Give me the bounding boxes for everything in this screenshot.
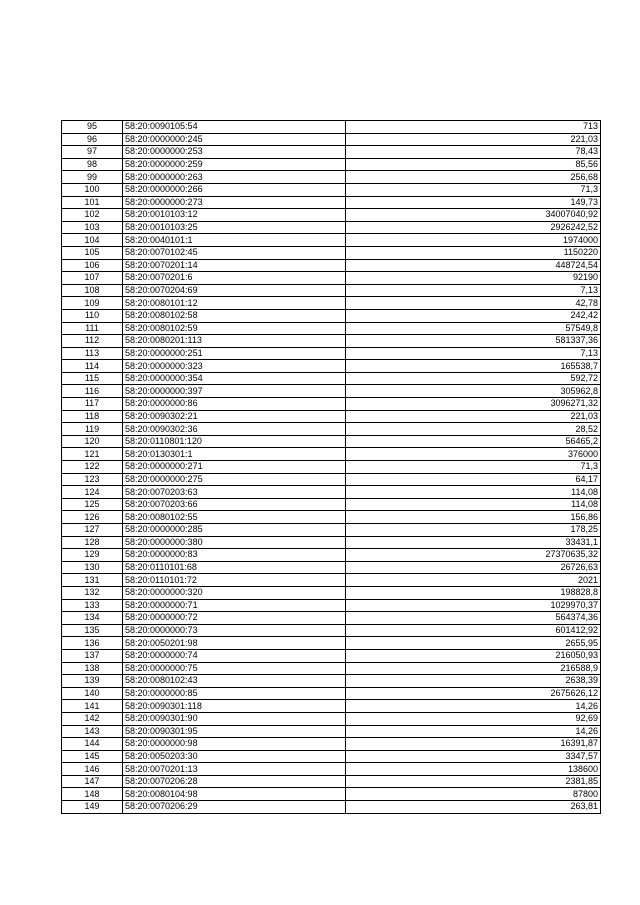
row-value: 242,42 <box>346 309 601 322</box>
cadastral-number: 58:20:0000000:266 <box>123 183 346 196</box>
cadastral-number: 58:20:0070206:28 <box>123 775 346 788</box>
row-number: 129 <box>62 549 123 562</box>
row-number: 126 <box>62 511 123 524</box>
row-value: 1029970,37 <box>346 599 601 612</box>
row-number: 114 <box>62 360 123 373</box>
cadastral-number: 58:20:0000000:73 <box>123 624 346 637</box>
cadastral-number: 58:20:0000000:72 <box>123 612 346 625</box>
cadastral-number: 58:20:0090105:54 <box>123 121 346 134</box>
table-row <box>62 398 601 411</box>
cadastral-number: 58:20:0000000:380 <box>123 536 346 549</box>
cadastral-number: 58:20:0070201:13 <box>123 763 346 776</box>
cadastral-number: 58:20:0080102:59 <box>123 322 346 335</box>
row-number: 104 <box>62 234 123 247</box>
row-number: 100 <box>62 183 123 196</box>
cadastral-number: 58:20:0080201:113 <box>123 335 346 348</box>
row-number: 119 <box>62 423 123 436</box>
row-value: 114,08 <box>346 498 601 511</box>
table-row <box>62 435 601 448</box>
row-number: 112 <box>62 335 123 348</box>
row-value: 71,3 <box>346 461 601 474</box>
table-row <box>62 385 601 398</box>
cadastral-number: 58:20:0000000:245 <box>123 133 346 146</box>
row-value: 263,81 <box>346 801 601 814</box>
row-value: 1150220 <box>346 246 601 259</box>
table-row <box>62 498 601 511</box>
row-value: 581337,36 <box>346 335 601 348</box>
cadastral-number: 58:20:0110801:120 <box>123 435 346 448</box>
row-value: 149,73 <box>346 196 601 209</box>
cadastral-number: 58:20:0070201:6 <box>123 272 346 285</box>
table-row <box>62 146 601 159</box>
row-number: 142 <box>62 712 123 725</box>
cadastral-number: 58:20:0080102:58 <box>123 309 346 322</box>
row-number: 97 <box>62 146 123 159</box>
data-table <box>61 120 601 814</box>
table-body <box>62 121 601 814</box>
row-value: 256,68 <box>346 171 601 184</box>
row-number: 105 <box>62 246 123 259</box>
row-value: 14,26 <box>346 725 601 738</box>
row-value: 14,26 <box>346 700 601 713</box>
cadastral-number: 58:20:0070204:69 <box>123 284 346 297</box>
cadastral-number: 58:20:0000000:98 <box>123 738 346 751</box>
row-number: 146 <box>62 763 123 776</box>
row-value: 2655,95 <box>346 637 601 650</box>
table-row <box>62 524 601 537</box>
table-row <box>62 297 601 310</box>
cadastral-number: 58:20:0000000:354 <box>123 372 346 385</box>
row-value: 87800 <box>346 788 601 801</box>
row-value: 376000 <box>346 448 601 461</box>
row-value: 27370635,32 <box>346 549 601 562</box>
table-row <box>62 712 601 725</box>
row-value: 42,78 <box>346 297 601 310</box>
row-number: 111 <box>62 322 123 335</box>
table-row <box>62 662 601 675</box>
row-value: 165538,7 <box>346 360 601 373</box>
row-value: 2381,85 <box>346 775 601 788</box>
row-value: 78,43 <box>346 146 601 159</box>
table-row <box>62 738 601 751</box>
row-value: 564374,36 <box>346 612 601 625</box>
table-row <box>62 801 601 814</box>
row-value: 26726,63 <box>346 561 601 574</box>
row-value: 3096271,32 <box>346 398 601 411</box>
row-number: 130 <box>62 561 123 574</box>
row-number: 109 <box>62 297 123 310</box>
table-row <box>62 372 601 385</box>
row-number: 136 <box>62 637 123 650</box>
row-value: 2675626,12 <box>346 687 601 700</box>
row-number: 120 <box>62 435 123 448</box>
table-row <box>62 272 601 285</box>
row-number: 99 <box>62 171 123 184</box>
table-row <box>62 133 601 146</box>
table-row <box>62 246 601 259</box>
row-number: 102 <box>62 209 123 222</box>
table-row <box>62 486 601 499</box>
row-number: 148 <box>62 788 123 801</box>
cadastral-number: 58:20:0000000:323 <box>123 360 346 373</box>
row-number: 134 <box>62 612 123 625</box>
cadastral-number: 58:20:0000000:273 <box>123 196 346 209</box>
row-number: 140 <box>62 687 123 700</box>
row-number: 95 <box>62 121 123 134</box>
table-row <box>62 511 601 524</box>
cadastral-number: 58:20:0070201:14 <box>123 259 346 272</box>
row-value: 3347,57 <box>346 750 601 763</box>
row-value: 592,72 <box>346 372 601 385</box>
cadastral-number: 58:20:0000000:86 <box>123 398 346 411</box>
cadastral-number: 58:20:0070206:29 <box>123 801 346 814</box>
row-value: 2926242,52 <box>346 221 601 234</box>
row-value: 178,25 <box>346 524 601 537</box>
row-value: 7,13 <box>346 347 601 360</box>
table-row <box>62 309 601 322</box>
row-number: 131 <box>62 574 123 587</box>
table-row <box>62 259 601 272</box>
table-row <box>62 221 601 234</box>
row-value: 16391,87 <box>346 738 601 751</box>
table-row <box>62 649 601 662</box>
row-number: 115 <box>62 372 123 385</box>
row-number: 113 <box>62 347 123 360</box>
row-number: 103 <box>62 221 123 234</box>
row-number: 132 <box>62 586 123 599</box>
row-value: 221,03 <box>346 410 601 423</box>
table-row <box>62 750 601 763</box>
row-value: 138600 <box>346 763 601 776</box>
row-number: 96 <box>62 133 123 146</box>
cadastral-number: 58:20:0010103:12 <box>123 209 346 222</box>
row-value: 448724,54 <box>346 259 601 272</box>
table-row <box>62 209 601 222</box>
row-number: 123 <box>62 473 123 486</box>
cadastral-number: 58:20:0090301:118 <box>123 700 346 713</box>
cadastral-number: 58:20:0070203:66 <box>123 498 346 511</box>
cadastral-number: 58:20:0010103:25 <box>123 221 346 234</box>
cadastral-number: 58:20:0090302:36 <box>123 423 346 436</box>
table-row <box>62 461 601 474</box>
table-row <box>62 171 601 184</box>
cadastral-number: 58:20:0000000:83 <box>123 549 346 562</box>
cadastral-number: 58:20:0000000:85 <box>123 687 346 700</box>
cadastral-number: 58:20:0070102:45 <box>123 246 346 259</box>
row-number: 108 <box>62 284 123 297</box>
row-value: 28,52 <box>346 423 601 436</box>
row-value: 2638,39 <box>346 675 601 688</box>
row-value: 34007040,92 <box>346 209 601 222</box>
row-value: 92,69 <box>346 712 601 725</box>
table-row <box>62 423 601 436</box>
cadastral-number: 58:20:0000000:285 <box>123 524 346 537</box>
table-row <box>62 335 601 348</box>
row-number: 143 <box>62 725 123 738</box>
row-number: 145 <box>62 750 123 763</box>
table-row <box>62 473 601 486</box>
cadastral-number: 58:20:0090301:95 <box>123 725 346 738</box>
row-number: 138 <box>62 662 123 675</box>
table-row <box>62 549 601 562</box>
row-value: 216050,93 <box>346 649 601 662</box>
table-row <box>62 410 601 423</box>
row-value: 33431,1 <box>346 536 601 549</box>
row-number: 101 <box>62 196 123 209</box>
table-row <box>62 536 601 549</box>
table-row <box>62 687 601 700</box>
table-row <box>62 183 601 196</box>
row-number: 124 <box>62 486 123 499</box>
table-row <box>62 448 601 461</box>
row-number: 98 <box>62 158 123 171</box>
table-row <box>62 234 601 247</box>
cadastral-number: 58:20:0000000:71 <box>123 599 346 612</box>
row-number: 141 <box>62 700 123 713</box>
cadastral-number: 58:20:0000000:320 <box>123 586 346 599</box>
table-row <box>62 725 601 738</box>
row-number: 139 <box>62 675 123 688</box>
cadastral-number: 58:20:0040101:1 <box>123 234 346 247</box>
row-value: 57549,8 <box>346 322 601 335</box>
table-row <box>62 763 601 776</box>
table-row <box>62 599 601 612</box>
table-row <box>62 322 601 335</box>
table-row <box>62 284 601 297</box>
table-row <box>62 788 601 801</box>
row-value: 85,56 <box>346 158 601 171</box>
table-row <box>62 775 601 788</box>
row-number: 118 <box>62 410 123 423</box>
table-row <box>62 574 601 587</box>
row-value: 156,86 <box>346 511 601 524</box>
row-number: 133 <box>62 599 123 612</box>
cadastral-number: 58:20:0080102:43 <box>123 675 346 688</box>
row-number: 135 <box>62 624 123 637</box>
row-value: 713 <box>346 121 601 134</box>
cadastral-number: 58:20:0000000:397 <box>123 385 346 398</box>
cadastral-number: 58:20:0000000:253 <box>123 146 346 159</box>
row-value: 56465,2 <box>346 435 601 448</box>
table-row <box>62 561 601 574</box>
row-value: 221,03 <box>346 133 601 146</box>
cadastral-number: 58:20:0050201:98 <box>123 637 346 650</box>
table-row <box>62 196 601 209</box>
cadastral-number: 58:20:0000000:275 <box>123 473 346 486</box>
row-number: 110 <box>62 309 123 322</box>
row-number: 147 <box>62 775 123 788</box>
cadastral-number: 58:20:0050203:30 <box>123 750 346 763</box>
cadastral-number: 58:20:0080101:12 <box>123 297 346 310</box>
table-row <box>62 624 601 637</box>
cadastral-number: 58:20:0080104:98 <box>123 788 346 801</box>
cadastral-number: 58:20:0110101:72 <box>123 574 346 587</box>
table-row <box>62 121 601 134</box>
cadastral-number: 58:20:0000000:75 <box>123 662 346 675</box>
row-value: 216588,9 <box>346 662 601 675</box>
row-value: 64,17 <box>346 473 601 486</box>
row-number: 116 <box>62 385 123 398</box>
cadastral-number: 58:20:0090302:21 <box>123 410 346 423</box>
cadastral-number: 58:20:0130301:1 <box>123 448 346 461</box>
cadastral-number: 58:20:0070203:63 <box>123 486 346 499</box>
row-number: 107 <box>62 272 123 285</box>
table-row <box>62 586 601 599</box>
table-row <box>62 700 601 713</box>
cadastral-number: 58:20:0000000:251 <box>123 347 346 360</box>
cadastral-number: 58:20:0000000:259 <box>123 158 346 171</box>
row-number: 125 <box>62 498 123 511</box>
row-number: 117 <box>62 398 123 411</box>
table-row <box>62 675 601 688</box>
cadastral-number: 58:20:0080102:55 <box>123 511 346 524</box>
table-row <box>62 360 601 373</box>
table-row <box>62 637 601 650</box>
cadastral-number: 58:20:0000000:271 <box>123 461 346 474</box>
row-value: 92190 <box>346 272 601 285</box>
row-number: 149 <box>62 801 123 814</box>
cadastral-number: 58:20:0090301:90 <box>123 712 346 725</box>
row-number: 127 <box>62 524 123 537</box>
row-value: 1974000 <box>346 234 601 247</box>
row-value: 601412,92 <box>346 624 601 637</box>
table-row <box>62 347 601 360</box>
cadastral-number: 58:20:0000000:74 <box>123 649 346 662</box>
table-row <box>62 158 601 171</box>
row-value: 7,13 <box>346 284 601 297</box>
row-value: 198828,8 <box>346 586 601 599</box>
row-number: 144 <box>62 738 123 751</box>
row-value: 2021 <box>346 574 601 587</box>
row-number: 128 <box>62 536 123 549</box>
row-number: 122 <box>62 461 123 474</box>
row-value: 71,3 <box>346 183 601 196</box>
cadastral-number: 58:20:0000000:263 <box>123 171 346 184</box>
row-number: 106 <box>62 259 123 272</box>
cadastral-number: 58:20:0110101:68 <box>123 561 346 574</box>
row-number: 121 <box>62 448 123 461</box>
row-value: 114,08 <box>346 486 601 499</box>
row-value: 305962,8 <box>346 385 601 398</box>
row-number: 137 <box>62 649 123 662</box>
table-row <box>62 612 601 625</box>
